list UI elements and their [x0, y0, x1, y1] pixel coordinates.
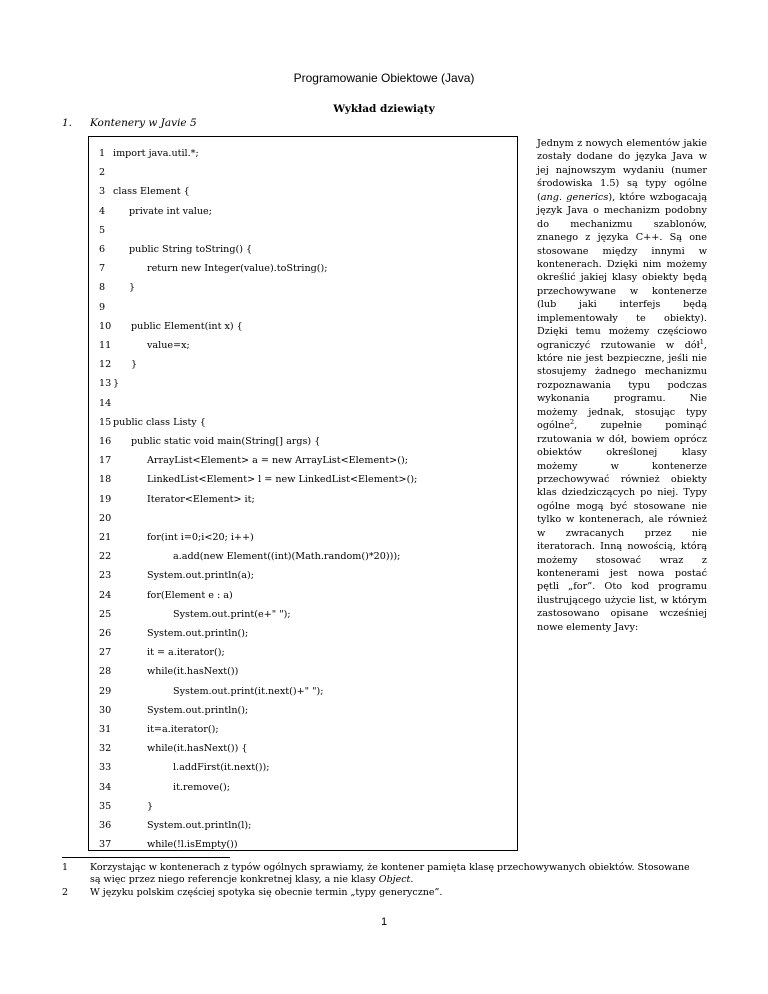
side-text-italic: ang. generics	[540, 191, 609, 203]
code-line-number: 36	[99, 820, 112, 831]
code-line-text: public class Listy {	[113, 416, 206, 428]
code-line-text: LinkedList<Element> l = new LinkedList<Element>();	[147, 474, 418, 486]
code-line-text: while(!l.isEmpty())	[147, 839, 238, 851]
code-line-number: 34	[99, 781, 112, 793]
footnote-italic: Object	[378, 874, 411, 885]
code-line	[89, 263, 517, 275]
code-line-text: private int value;	[129, 205, 212, 217]
footnote-text-part: Korzystając w kontenerach z typów ogólnych sprawiamy, że kontener pamięta klasę przechowywanych obiektów. Stosowane są więc przez niego referencje konkretnej klasy, a nie klasy	[90, 862, 690, 885]
footnote-number: 2	[62, 887, 69, 898]
code-line-text: it.remove();	[173, 781, 230, 793]
code-line	[89, 705, 517, 717]
code-line-number: 31	[99, 724, 112, 735]
code-line	[89, 743, 517, 755]
code-line	[89, 609, 517, 621]
side-text-part: ), które wzbogacają język Java o mechanizm podobny do mechanizmu szablonów, znanego z języka C++. Są one stosowane między innymi w kontenerach. Dzięki nim możemy określić jakiej klasy obiekty będą przechowywane w kontenerze (lub jaki interfejs będą implementowały te obiekty). Dzięki temu możemy częściowo ograniczyć rzutowanie w dół	[537, 191, 707, 351]
code-line-text: return new Integer(value).toString();	[147, 263, 328, 275]
footnote-text: W języku polskim częściej spotyka się obecnie termin „typy generyczne”.	[90, 887, 443, 898]
code-line-number: 7	[99, 263, 106, 275]
code-line-number: 35	[99, 800, 112, 812]
code-line-number: 14	[99, 397, 112, 409]
code-line-number: 37	[99, 839, 112, 851]
code-line	[89, 340, 517, 352]
code-line-text: while(it.hasNext()) {	[147, 743, 248, 755]
code-line-text: }	[113, 378, 120, 390]
code-line-text: class Element {	[113, 186, 190, 198]
code-line	[89, 532, 517, 544]
footnote-text	[90, 862, 702, 886]
code-line-text: System.out.println();	[147, 704, 249, 716]
code-line-text: System.out.println(l);	[147, 820, 252, 831]
code-line-number: 17	[99, 455, 112, 467]
code-line-text: }	[131, 359, 138, 371]
code-line	[89, 724, 517, 736]
code-line-number: 33	[99, 762, 112, 774]
code-line-text: value=x;	[147, 340, 190, 351]
code-line-number: 26	[99, 628, 112, 639]
code-line	[89, 494, 517, 506]
code-line-number: 10	[99, 320, 112, 332]
code-line-number: 9	[99, 301, 106, 313]
code-line	[89, 590, 517, 602]
code-line-text: for(Element e : a)	[147, 589, 233, 601]
code-line-number: 19	[99, 493, 112, 505]
side-text-part: , które nie jest bezpieczne, jeśli nie stosujemy żadnego mechanizmu rozpoznawania typu podczas wykonania programu. Nie możemy jednak, stosując typy ogólne	[537, 339, 707, 432]
code-line-text: Iterator<Element> it;	[147, 493, 255, 505]
code-line	[89, 436, 517, 448]
code-line-number: 12	[99, 359, 112, 371]
code-line-text: it=a.iterator();	[147, 724, 219, 735]
code-line-text: l.addFirst(it.next());	[173, 762, 270, 774]
code-line-number: 15	[99, 416, 112, 428]
code-line-text: public static void main(String[] args) {	[131, 436, 321, 447]
code-line	[89, 474, 517, 486]
side-paragraph	[537, 137, 707, 634]
code-line	[89, 225, 517, 237]
code-line-text: import java.util.*;	[113, 148, 199, 159]
running-header: Programowanie Obiektowe (Java)	[293, 71, 475, 85]
code-line-number: 16	[99, 436, 112, 447]
code-line	[89, 647, 517, 659]
code-line-text: System.out.println();	[147, 628, 249, 639]
code-line	[89, 551, 517, 563]
code-line	[89, 244, 517, 256]
code-line	[89, 686, 517, 698]
code-line-text: System.out.print(e+" ");	[173, 608, 291, 620]
footnote-2	[62, 887, 702, 899]
code-line-number: 13	[99, 378, 112, 390]
code-line	[89, 206, 517, 218]
side-text-part: , zupełnie pominąć rzutowania w dół, bowiem oprócz obiektów określonej klasy możemy w kontenerze przechowywać również obiekty klas dziedziczących po niej. Typy ogólne mogą być stosowane nie tylko w kontenerach, ale również w zwracanych przez nie iteratorach. Inną nowością, którą możemy stosować wraz z kontenerami jest nowa postać pętli „for”. Oto kod programu ilustrującego użycie list, w którym zastosowano opisane wcześniej nowe elementy Javy:	[537, 420, 707, 633]
code-line	[89, 321, 517, 333]
code-line-number: 6	[99, 244, 106, 255]
code-line-number: 5	[99, 224, 106, 236]
code-line-number: 18	[99, 474, 112, 486]
code-line	[89, 570, 517, 582]
code-line-number: 24	[99, 589, 112, 601]
code-line	[89, 513, 517, 525]
code-line-text: a.add(new Element((int)(Math.random()*20)));	[173, 551, 401, 563]
code-line-text: for(int i=0;i<20; i++)	[147, 532, 254, 543]
code-line	[89, 801, 517, 813]
code-line	[89, 628, 517, 640]
code-line-number: 23	[99, 570, 112, 582]
code-line	[89, 378, 517, 390]
code-line	[89, 167, 517, 179]
footnote-ref-1[interactable]: 1	[699, 337, 704, 346]
side-text-part: Jednym z nowych elementów jakie zostały dodane do języka Java w jej najnowszym wydaniu (numer środowiska 1.5) są typy ogólne (	[537, 138, 707, 203]
code-line	[89, 820, 517, 832]
code-line	[89, 148, 517, 160]
page-number: 1	[380, 916, 388, 928]
code-line	[89, 455, 517, 467]
lecture-title: Wykład dziewiąty	[333, 103, 435, 115]
code-line-number: 4	[99, 205, 106, 217]
code-line	[89, 359, 517, 371]
code-line-number: 8	[99, 282, 106, 294]
code-line-number: 27	[99, 647, 112, 659]
code-line	[89, 666, 517, 678]
code-line	[89, 282, 517, 294]
footnote-number: 1	[62, 862, 69, 873]
code-line-number: 22	[99, 551, 112, 563]
section-number: 1.	[62, 117, 73, 129]
code-line-number: 11	[99, 340, 112, 351]
code-line	[89, 782, 517, 794]
code-line-text: ArrayList<Element> a = new ArrayList<Element>();	[147, 455, 408, 467]
code-line-number: 30	[99, 704, 112, 716]
code-line-number: 3	[99, 186, 106, 198]
code-listing	[88, 136, 518, 851]
footnote-divider	[62, 857, 230, 858]
code-line	[89, 302, 517, 314]
code-line-number: 2	[99, 167, 106, 179]
footnote-1	[62, 862, 702, 886]
code-line-number: 28	[99, 666, 112, 678]
code-line-text: public Element(int x) {	[131, 320, 243, 332]
code-line	[89, 839, 517, 851]
section-title: Kontenery w Javie 5	[90, 117, 197, 129]
code-line-text: public String toString() {	[129, 244, 253, 255]
code-line-text: }	[129, 282, 136, 294]
code-line-number: 20	[99, 512, 112, 524]
code-line-number: 25	[99, 608, 112, 620]
code-line-number: 32	[99, 743, 112, 755]
code-line-text: }	[147, 800, 154, 812]
code-line	[89, 398, 517, 410]
code-line	[89, 186, 517, 198]
code-line-number: 29	[99, 685, 112, 697]
code-line-number: 1	[99, 148, 106, 159]
code-line	[89, 762, 517, 774]
code-line-text: System.out.print(it.next()+" ");	[173, 685, 324, 697]
footnote-text-part: .	[410, 874, 414, 885]
footnote-ref-2[interactable]: 2	[569, 417, 575, 426]
code-line-number: 21	[99, 532, 112, 543]
code-line-text: while(it.hasNext())	[147, 666, 239, 678]
code-line	[89, 417, 517, 429]
code-line-text: it = a.iterator();	[147, 647, 225, 659]
code-line-text: System.out.println(a);	[147, 570, 254, 582]
